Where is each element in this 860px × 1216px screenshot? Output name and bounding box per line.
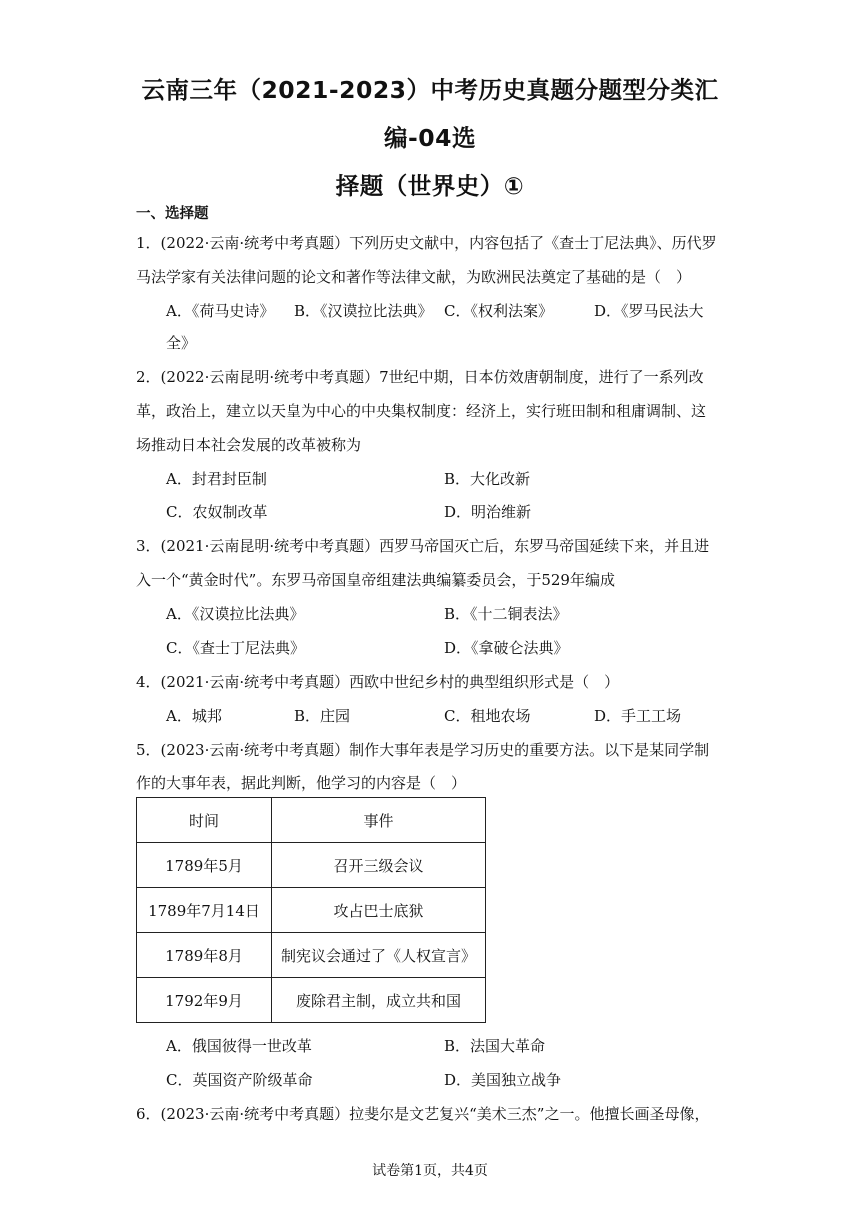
table-header-event: 事件 [272, 798, 486, 843]
question-4-option-b: B．庄园 [294, 707, 351, 725]
question-3-line-1: 3．(2021·云南昆明·统考中考真题）西罗马帝国灭亡后，东罗马帝国延续下来，并且进 [136, 537, 710, 555]
question-1-option-d-cont: 全》 [166, 334, 197, 352]
question-2-line-3: 场推动日本社会发展的改革被称为 [136, 436, 362, 454]
question-2-option-c: C．农奴制改革 [166, 503, 268, 521]
question-1-option-c: C．《权利法案》 [444, 302, 553, 320]
question-1-option-a: A．《荷马史诗》 [166, 302, 275, 320]
table-cell-event: 废除君主制，成立共和国 [272, 978, 486, 1023]
table-cell-time: 1792年9月 [137, 978, 272, 1023]
section-heading: 一、选择题 [136, 206, 209, 222]
question-5-option-a: A．俄国彼得一世改革 [166, 1037, 312, 1055]
question-3-option-b: B．《十二铜表法》 [444, 605, 568, 623]
table-row [137, 933, 486, 978]
events-table [136, 797, 486, 1023]
question-4-option-a: A．城邦 [166, 707, 222, 725]
question-2-line-2: 革，政治上，建立以天皇为中心的中央集权制度：经济上，实行班田制和租庸调制、这 [136, 402, 707, 420]
document-title [110, 66, 750, 210]
table-cell-time: 1789年8月 [137, 933, 272, 978]
table-cell-time: 1789年7月14日 [137, 888, 272, 933]
question-5-option-c: C．英国资产阶级革命 [166, 1071, 313, 1089]
question-1-option-d: D．《罗马民法大 [594, 302, 704, 320]
question-2-option-d: D．明治维新 [444, 503, 532, 521]
question-3-option-a: A．《汉谟拉比法典》 [166, 605, 305, 623]
question-1-line-2: 马法学家有关法律问题的论文和著作等法律文献，为欧洲民法奠定了基础的是（ ） [136, 268, 692, 286]
question-2-option-a: A．封君封臣制 [166, 470, 267, 488]
question-5-line-1: 5．(2023·云南·统考中考真题）制作大事年表是学习历史的重要方法。以下是某同学制 [136, 741, 710, 759]
question-1-option-b: B．《汉谟拉比法典》 [294, 302, 433, 320]
table-row [137, 843, 486, 888]
table-row [137, 978, 486, 1023]
table-header-row [137, 798, 486, 843]
question-4-option-c: C．租地农场 [444, 707, 531, 725]
question-4-option-d: D．手工工场 [594, 707, 682, 725]
table-cell-event: 召开三级会议 [272, 843, 486, 888]
table-row [137, 888, 486, 933]
table-cell-time: 1789年5月 [137, 843, 272, 888]
question-3-option-d: D．《拿破仑法典》 [444, 639, 569, 657]
question-5-line-2: 作的大事年表，据此判断，他学习的内容是（ ） [136, 774, 467, 792]
question-1-line-1: 1．(2022·云南·统考中考真题）下列历史文献中，内容包括了《查士丁尼法典》、历代罗 [136, 234, 717, 252]
table-cell-event: 制宪议会通过了《人权宣言》 [272, 933, 486, 978]
question-2-line-1: 2．(2022·云南昆明·统考中考真题）7世纪中期，日本仿效唐朝制度，进行了一系列改 [136, 368, 704, 386]
question-6-line-1: 6．(2023·云南·统考中考真题）拉斐尔是文艺复兴“美术三杰”之一。他擅长画圣母像， [136, 1105, 710, 1123]
question-5-option-b: B．法国大革命 [444, 1037, 546, 1055]
question-2-option-b: B．大化改新 [444, 470, 531, 488]
page-footer: 试卷第1页，共4页 [372, 1163, 488, 1179]
table-cell-event: 攻占巴士底狱 [272, 888, 486, 933]
table-header-time: 时间 [137, 798, 272, 843]
question-3-option-c: C．《查士丁尼法典》 [166, 639, 305, 657]
title-line-2: 择题（世界史）① [335, 172, 525, 200]
question-3-line-2: 入一个“黄金时代”。东罗马帝国皇帝组建法典编纂委员会，于529年编成 [136, 571, 615, 589]
title-line-1: 云南三年（2021-2023）中考历史真题分题型分类汇编-04选 [141, 76, 719, 152]
question-4-line-1: 4．(2021·云南·统考中考真题）西欧中世纪乡村的典型组织形式是（ ） [136, 673, 620, 691]
question-5-option-d: D．美国独立战争 [444, 1071, 562, 1089]
